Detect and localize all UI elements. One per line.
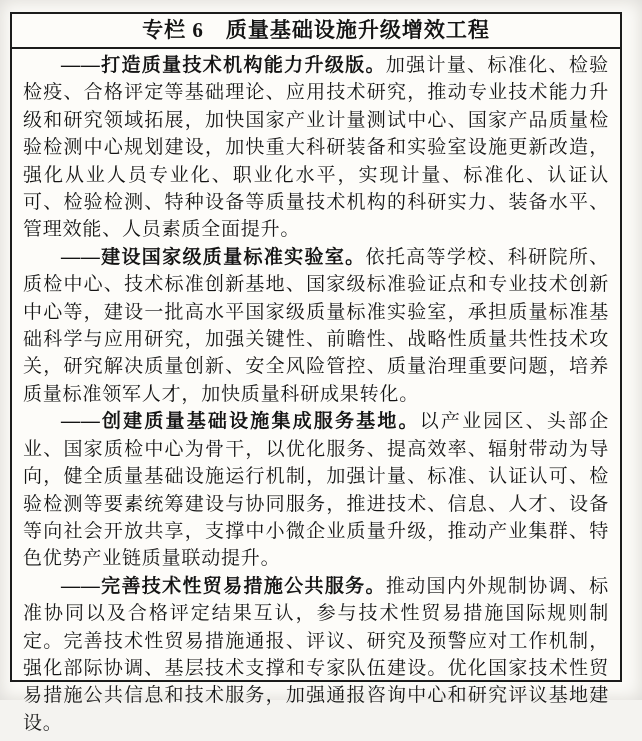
- paragraph: [23, 244, 609, 408]
- paragraph-lead: ——完善技术性贸易措施公共服务。: [61, 575, 386, 597]
- paragraph-text: 依托高等学校、科研院所、质检中心、技术标准创新基地、国家级标准验证点和专业技术创新中心等，建设一批高水平国家级质量标准实验室，承担质量标准基础科学与应用研究，加强关键性、前瞻性、战略性质量共性技术攻关，研究解决质量创新、安全风险管控、质量治理重要问题，培养质量标准领军人才，加快质量科研成果转化。: [23, 246, 609, 405]
- paragraph-text: 加强计量、标准化、检验检疫、合格评定等基础理论、应用技术研究，推动专业技术能力升级和研究领域拓展，加快国家产业计量测试中心、国家产品质量检验检测中心规划建设，加快重大科研装备和实验室设施更新改造，强化从业人员专业化、职业化水平，实现计量、标准化、认证认可、检验检测、特种设备等质量技术机构的科研实力、装备水平、管理效能、人员素质全面提升。: [23, 55, 609, 241]
- box-body: [12, 49, 620, 741]
- box-title: 专栏 6 质量基础设施升级增效工程: [12, 14, 620, 49]
- paragraph-lead: ——建设国家级质量标准实验室。: [61, 246, 366, 268]
- paragraph-text: 以产业园区、头部企业、国家质检中心为骨干，以优化服务、提高效率、辐射带动为导向，健全质量基础设施运行机制，加强计量、标准、认证认可、检验检测等要素统筹建设与协同服务，推进技术、信息、人才、设备等向社会开放共享，支撑中小微企业质量升级，推动产业集群、特色优势产业链质量联动提升。: [23, 411, 609, 570]
- paragraph-lead: ——创建质量基础设施集成服务基地。: [61, 411, 420, 433]
- paragraph-text: 推动国内外规制协调、标准协同以及合格评定结果互认，参与技术性贸易措施国际规则制定。完善技术性贸易措施通报、评议、研究及预警应对工作机制，强化部际协调、基层技术支撑和专家队伍建设。优化国家技术性贸易措施公共信息和技术服务，加强通报咨询中心和研究评议基地建设。: [23, 575, 609, 734]
- paragraph-lead: ——打造质量技术机构能力升级版。: [61, 55, 386, 76]
- paragraph: [23, 573, 609, 737]
- callout-box: [10, 12, 622, 734]
- paragraph: [23, 52, 609, 244]
- paragraph: [23, 408, 609, 572]
